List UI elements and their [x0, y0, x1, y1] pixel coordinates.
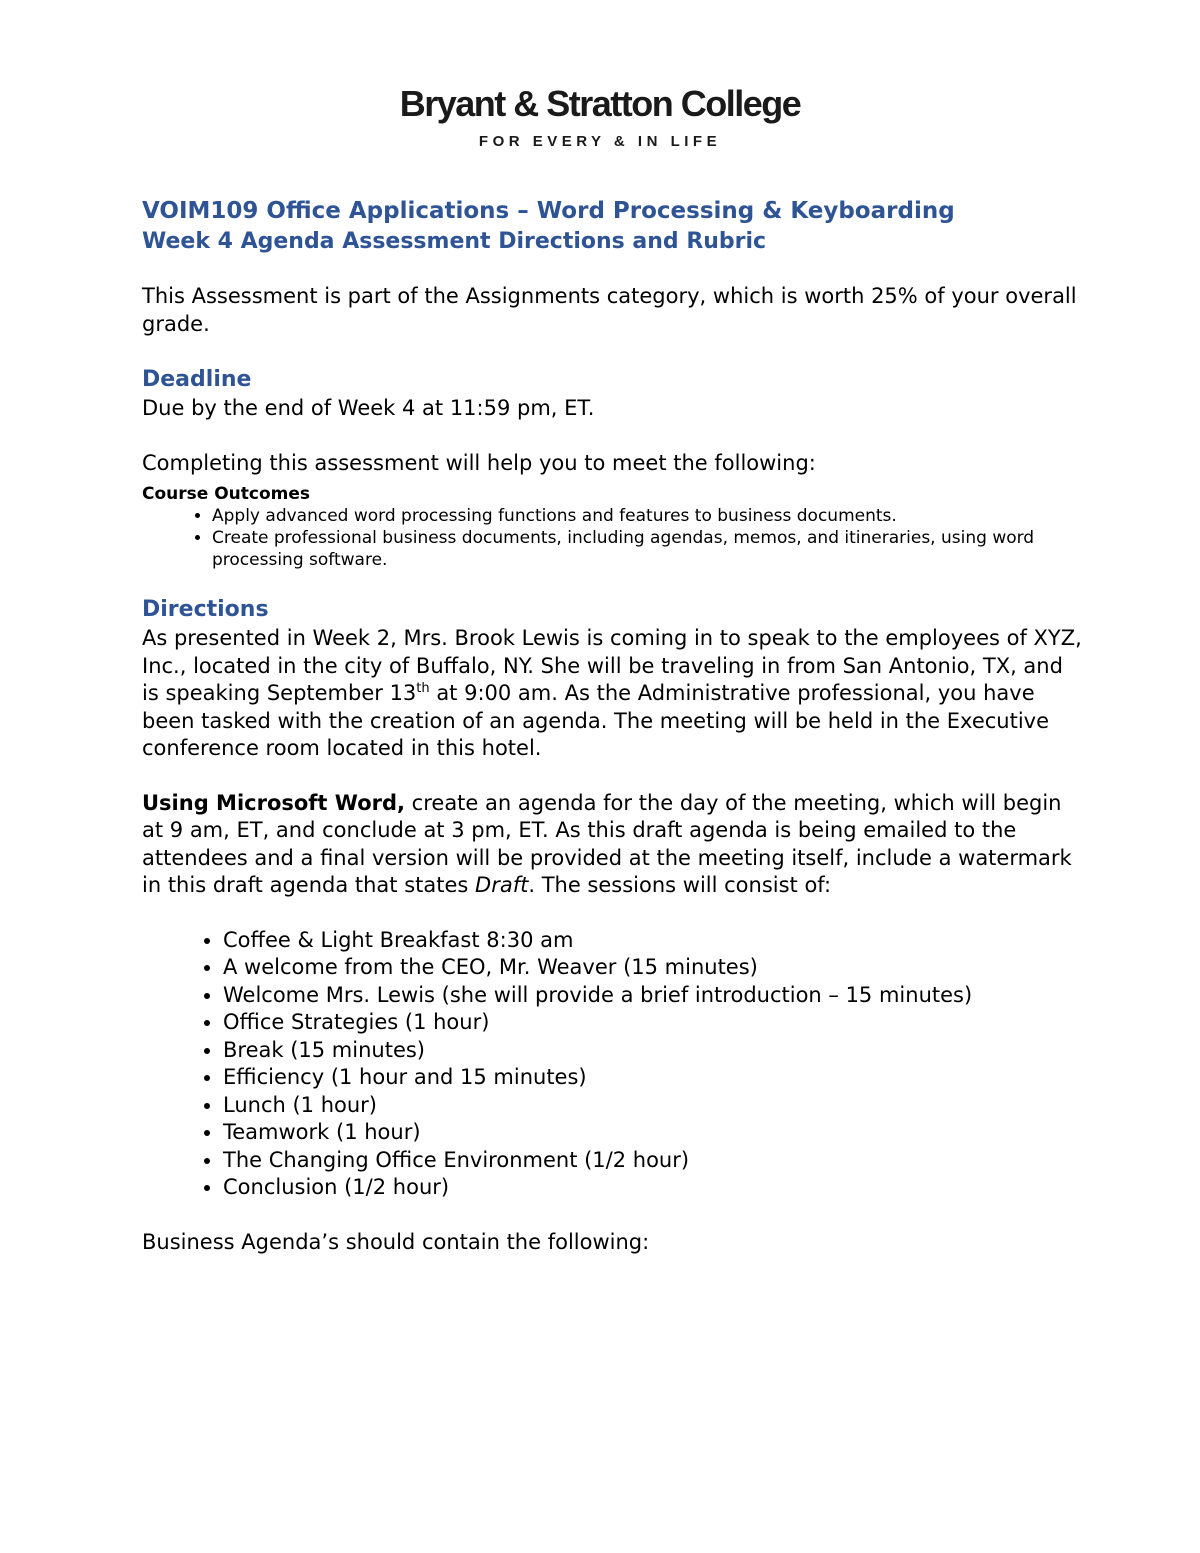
list-item: • The Changing Office Environment (1/2 hour)	[223, 1147, 1082, 1175]
document-body	[142, 195, 1082, 1256]
directions-paragraph-1	[142, 625, 1082, 763]
list-item: • Teamwork (1 hour)	[223, 1119, 1082, 1147]
course-outcomes-list	[142, 505, 1082, 571]
list-item: • Break (15 minutes)	[223, 1037, 1082, 1065]
directions-paragraph-2	[142, 790, 1082, 900]
list-item: • Office Strategies (1 hour)	[223, 1009, 1082, 1037]
directions-text: . The sessions will consist of:	[528, 873, 832, 897]
directions-text: create an agenda for the day of the meeting, which will begin at 9 am, ET, and conclude at 3 pm, ET. As this draft agenda is being emailed to the attendees and a final version will be provided at the meeting itself, include a watermark in this draft agenda that states	[142, 790, 1072, 897]
software-emphasis: Using Microsoft Word,	[142, 790, 405, 815]
directions-heading: Directions	[142, 597, 269, 622]
list-item: • Efficiency (1 hour and 15 minutes)	[223, 1064, 1082, 1092]
college-logo-title: Bryant & Stratton College	[399, 83, 801, 124]
course-outcomes-heading: Course Outcomes	[142, 484, 311, 504]
course-title: VOIM109 Office Applications – Word Processing & Keyboarding	[142, 198, 955, 224]
list-item: • Coffee & Light Breakfast 8:30 am	[223, 927, 1082, 955]
deadline-heading: Deadline	[142, 367, 252, 392]
list-item: • A welcome from the CEO, Mr. Weaver (15 minutes)	[223, 954, 1082, 982]
list-item: • Create professional business documents, including agendas, memos, and itineraries, using word processing software.	[212, 527, 1082, 571]
directions-text: As presented in Week 2, Mrs. Brook Lewis is coming in to speak to the employees of XYZ, Inc., located in the city of Buffalo, NY. She will be traveling in from San Antonio, TX, and is speaking September 13	[142, 626, 1082, 705]
list-item: • Conclusion (1/2 hour)	[223, 1174, 1082, 1202]
list-item: • Welcome Mrs. Lewis (she will provide a brief introduction – 15 minutes)	[223, 982, 1082, 1010]
list-item: • Lunch (1 hour)	[223, 1092, 1082, 1120]
directions-text: at 9:00 am. As the Administrative professional, you have been tasked with the creation of an agenda. The meeting will be held in the Executive conference room located in this hotel.	[142, 681, 1050, 760]
college-logo-tagline: FOR EVERY & IN LIFE	[478, 133, 722, 150]
completing-text: Completing this assessment will help you to meet the following:	[142, 450, 816, 475]
assessment-subtitle: Week 4 Agenda Assessment Directions and Rubric	[142, 229, 767, 254]
sessions-list	[142, 927, 1082, 1202]
deadline-text: Due by the end of Week 4 at 11:59 pm, ET.	[142, 396, 595, 420]
intro-paragraph: This Assessment is part of the Assignments category, which is worth 25% of your overall grade.	[142, 284, 1077, 336]
ordinal-suffix: th	[416, 681, 430, 696]
draft-emphasis: Draft	[475, 873, 529, 897]
list-item: • Apply advanced word processing functions and features to business documents.	[212, 505, 1082, 527]
closing-text: Business Agenda’s should contain the following:	[142, 1229, 650, 1254]
